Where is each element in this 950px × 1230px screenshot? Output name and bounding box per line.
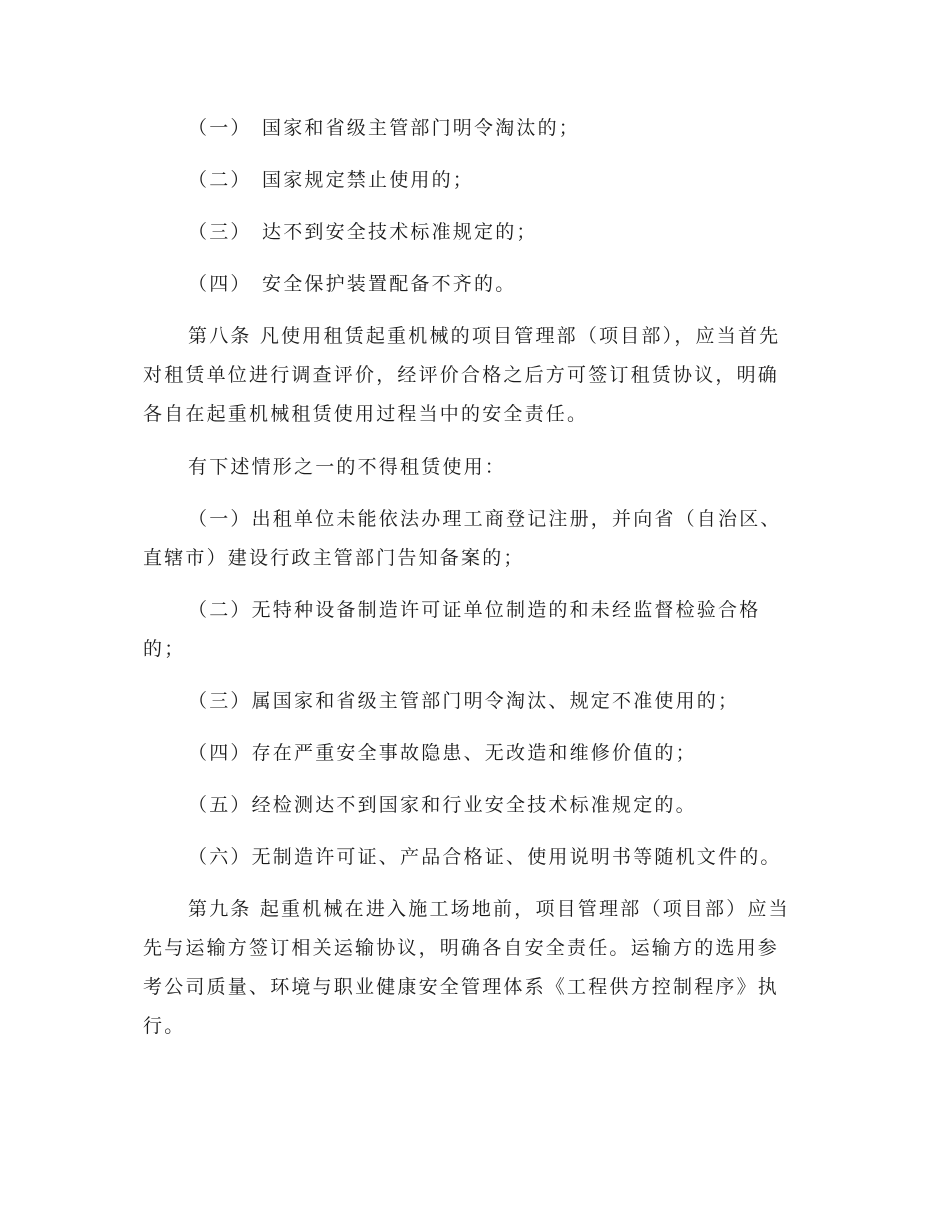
list-a-item-3-number: （三） xyxy=(188,221,252,243)
list-a-item-4 xyxy=(188,272,516,296)
list-a-item-1 xyxy=(188,116,580,140)
list-a-item-4-number: （四） xyxy=(188,273,252,295)
article-9-line-2: 先与运输方签订相关运输协议，明确各自安全责任。运输方的选用参 xyxy=(143,937,780,959)
list-a-item-4-text: 安全保护装置配备不齐的。 xyxy=(262,273,517,295)
article-8-line-3: 各自在起重机械租赁使用过程当中的安全责任。 xyxy=(143,403,589,425)
list-b-item-1-line-1: （一）出租单位未能依法办理工商登记注册，并向省（自治区、 xyxy=(188,508,782,530)
list-b-item-6: （六）无制造许可证、产品合格证、使用说明书等随机文件的。 xyxy=(188,846,782,868)
prohibited-intro: 有下述情形之一的不得租赁使用： xyxy=(188,456,507,478)
list-a-item-1-text: 国家和省级主管部门明令淘汰的； xyxy=(262,117,581,139)
list-b-item-1-line-2: 直辖市）建设行政主管部门告知备案的； xyxy=(143,547,525,569)
list-b-item-2-line-1: （二）无特种设备制造许可证单位制造的和未经监督检验合格 xyxy=(188,599,761,621)
list-a-item-2 xyxy=(188,168,474,192)
list-a-item-3-text: 达不到安全技术标准规定的； xyxy=(262,221,538,243)
list-a-item-3 xyxy=(188,220,538,244)
list-a-item-2-number: （二） xyxy=(188,169,252,191)
list-b-item-3: （三）属国家和省级主管部门明令淘汰、规定不准使用的； xyxy=(188,690,740,712)
article-9-line-1: 第九条 起重机械在进入施工场地前，项目管理部（项目部）应当 xyxy=(188,898,790,920)
article-8-line-1: 第八条 凡使用租赁起重机械的项目管理部（项目部），应当首先 xyxy=(188,325,781,347)
list-b-item-5: （五）经检测达不到国家和行业安全技术标准规定的。 xyxy=(188,794,697,816)
article-9-line-3: 考公司质量、环境与职业健康安全管理体系《工程供方控制程序》执 xyxy=(143,976,780,998)
article-8-line-2: 对租赁单位进行调查评价，经评价合格之后方可签订租赁协议，明确 xyxy=(143,364,780,386)
article-9-line-4: 行。 xyxy=(143,1015,186,1037)
list-a-item-1-number: （一） xyxy=(188,117,252,139)
list-a-item-2-text: 国家规定禁止使用的； xyxy=(262,169,475,191)
list-b-item-4: （四）存在严重安全事故隐患、无改造和维修价值的； xyxy=(188,742,697,764)
list-b-item-2-line-2: 的； xyxy=(143,638,186,660)
